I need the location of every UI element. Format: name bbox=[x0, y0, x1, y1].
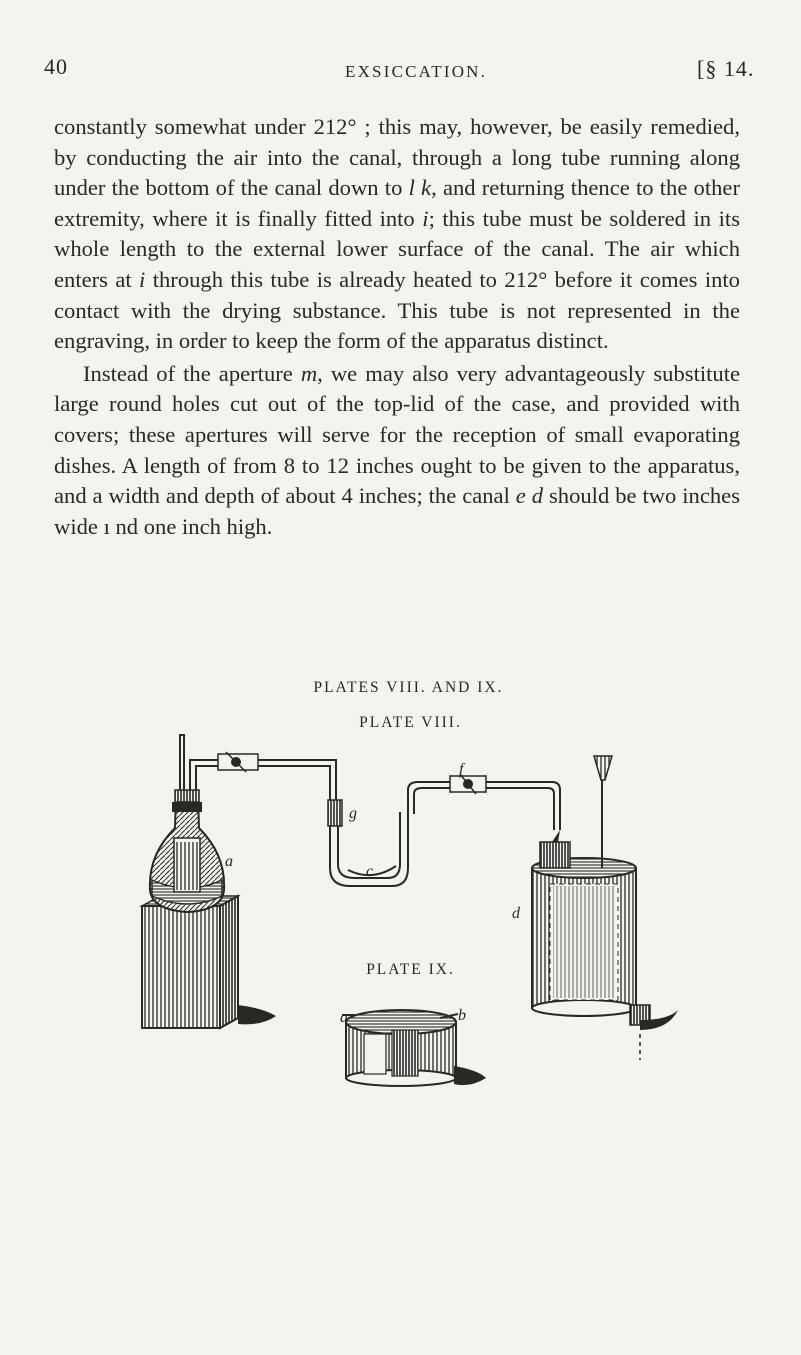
tube-system-right bbox=[408, 774, 560, 830]
text-run: through this tube is already heated to 212° before it comes into contact with the drying substance. This tube is not represented in the engraving, in order to keep the form of the apparatus distinct. bbox=[54, 266, 740, 354]
italic-letter: m bbox=[300, 360, 318, 386]
label-ix-a: a bbox=[340, 1009, 348, 1026]
text-run: , we may also very advantageously substitute large round holes cut out of the top-lid of the case, and provided with covers; these apertures will serve for the reception of small evaporating dishes. A length of from 8 to 12 inches ought to be given to the apparatus, and a width and depth of about 4 inches; the canal bbox=[54, 360, 740, 509]
text-run: should be two inches wide ı nd one inch high. bbox=[54, 483, 740, 539]
italic-letter: e d bbox=[515, 483, 544, 509]
italic-letter: l k bbox=[408, 175, 432, 201]
left-block bbox=[142, 896, 276, 1028]
section-reference: [§ 14. bbox=[697, 56, 755, 81]
label-g: g bbox=[349, 805, 357, 822]
label-d: d bbox=[512, 905, 520, 922]
label-a: a bbox=[225, 853, 233, 870]
text-run: ; this tube must be soldered in its whole length to the external lower surface of the canal. The air which enters at bbox=[54, 205, 740, 292]
italic-letter: i bbox=[139, 266, 146, 292]
flask bbox=[150, 790, 224, 912]
text-run: Instead of the aperture bbox=[83, 360, 301, 386]
plate-viii-title: PLATE VIII. bbox=[359, 714, 462, 731]
plate-ix-figure bbox=[340, 1007, 486, 1086]
label-f: f bbox=[459, 761, 464, 778]
plate-ix-title: PLATE IX. bbox=[366, 961, 455, 978]
label-ix-b: b bbox=[458, 1007, 466, 1024]
tube-system-left bbox=[180, 735, 336, 810]
page-number: 40 bbox=[44, 54, 68, 79]
running-head: EXSICCATION. bbox=[345, 62, 488, 81]
text-run: , and returning thence to the other extremity, where it is finally fitted into bbox=[54, 175, 740, 231]
italic-letter: i bbox=[422, 205, 429, 231]
plates-heading: PLATES VIII. AND IX. bbox=[313, 679, 504, 696]
label-c: c bbox=[366, 863, 374, 880]
text-run: constantly somewhat under 212° ; this may, however, be easily remedied, by conducting the air into the canal, through a long tube running along under the bottom of the canal down to bbox=[54, 114, 740, 201]
